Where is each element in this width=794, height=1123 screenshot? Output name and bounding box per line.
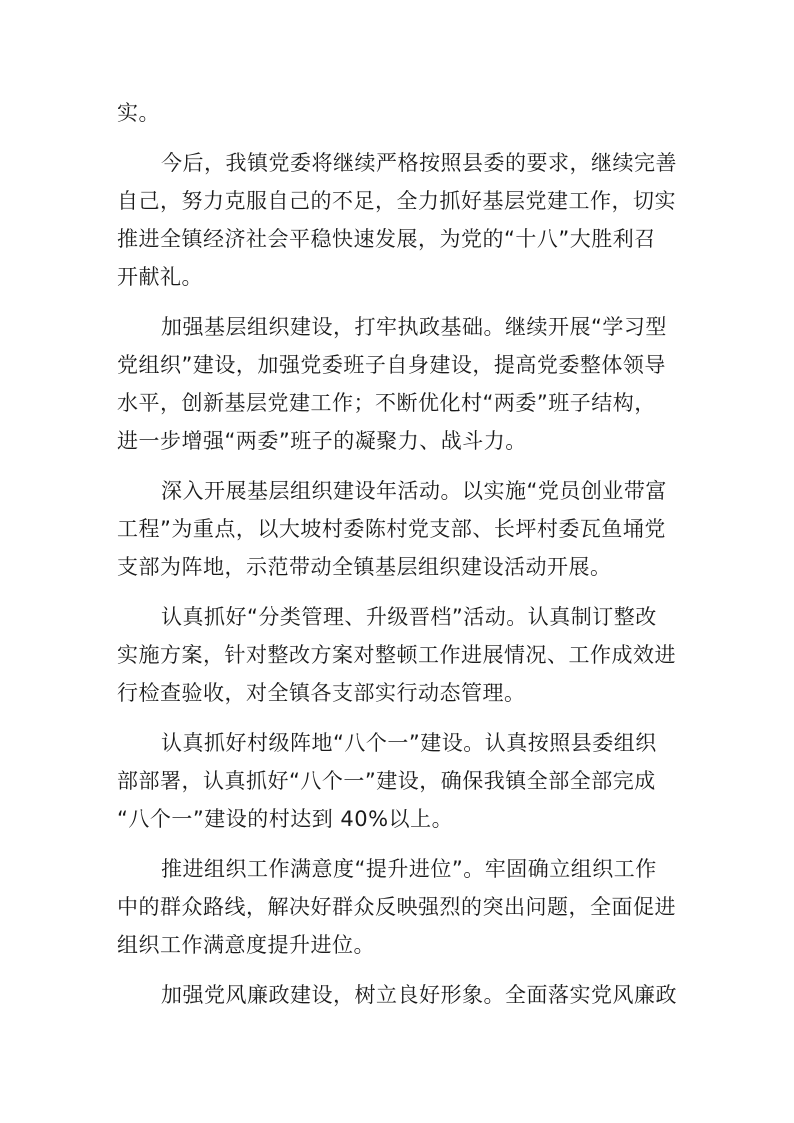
text-line: 加强党风廉政建设，树立良好形象。全面落实党风廉政 <box>161 983 677 1007</box>
text-line: 深入开展基层组织建设年活动。以实施“党员创业带富 <box>161 479 667 503</box>
text-line: 推进组织工作满意度“提升进位”。牢固确立组织工作 <box>161 857 657 881</box>
text-line: 进一步增强“两委”班子的凝聚力、战斗力。 <box>117 429 527 453</box>
text-line: 加强基层组织建设，打牢执政基础。继续开展“学习型 <box>161 315 667 339</box>
text-line: 党组织”建设，加强党委班子自身建设，提高党委整体领导 <box>117 353 666 377</box>
text-line: 行检查验收，对全镇各支部实行动态管理。 <box>117 681 526 705</box>
text-line: 组织工作满意度提升进位。 <box>117 933 375 957</box>
paragraph-5 <box>117 598 677 712</box>
paragraph-3 <box>117 308 677 460</box>
text-line: 推进全镇经济社会平稳快速发展，为党的“十八”大胜利召 <box>117 227 656 251</box>
text-line: 工程”为重点，以大坡村委陈村党支部、长坪村委瓦鱼埇党 <box>117 517 666 541</box>
text-line: 水平，创新基层党建工作；不断优化村“两委”班子结构， <box>117 391 656 415</box>
paragraph-4 <box>117 472 677 586</box>
text-line: 中的群众路线，解决好群众反映强烈的突出问题，全面促进 <box>117 895 676 919</box>
paragraph-7 <box>117 850 677 964</box>
text-line: 自己，努力克服自己的不足，全力抓好基层党建工作，切实 <box>117 189 676 213</box>
paragraph-8 <box>117 976 677 1014</box>
text-line: 支部为阵地，示范带动全镇基层组织建设活动开展。 <box>117 555 612 579</box>
paragraph-1 <box>117 94 677 132</box>
text-line: 实施方案，针对整改方案对整顿工作进展情况、工作成效进 <box>117 643 676 667</box>
document-body <box>117 94 677 1014</box>
text-line: “八个一”建设的村达到 40%以上。 <box>117 807 454 831</box>
text-line: 认真抓好“分类管理、升级晋档”活动。认真制订整改 <box>161 605 657 629</box>
paragraph-6 <box>117 724 677 838</box>
text-line: 今后，我镇党委将继续严格按照县委的要求，继续完善 <box>161 151 677 175</box>
text-line: 认真抓好村级阵地“八个一”建设。认真按照县委组织 <box>161 731 657 755</box>
text-line: 实。 <box>117 101 160 125</box>
paragraph-2 <box>117 144 677 296</box>
text-line: 开献礼。 <box>117 265 203 289</box>
text-line: 部部署，认真抓好“八个一”建设，确保我镇全部全部完成 <box>117 769 656 793</box>
